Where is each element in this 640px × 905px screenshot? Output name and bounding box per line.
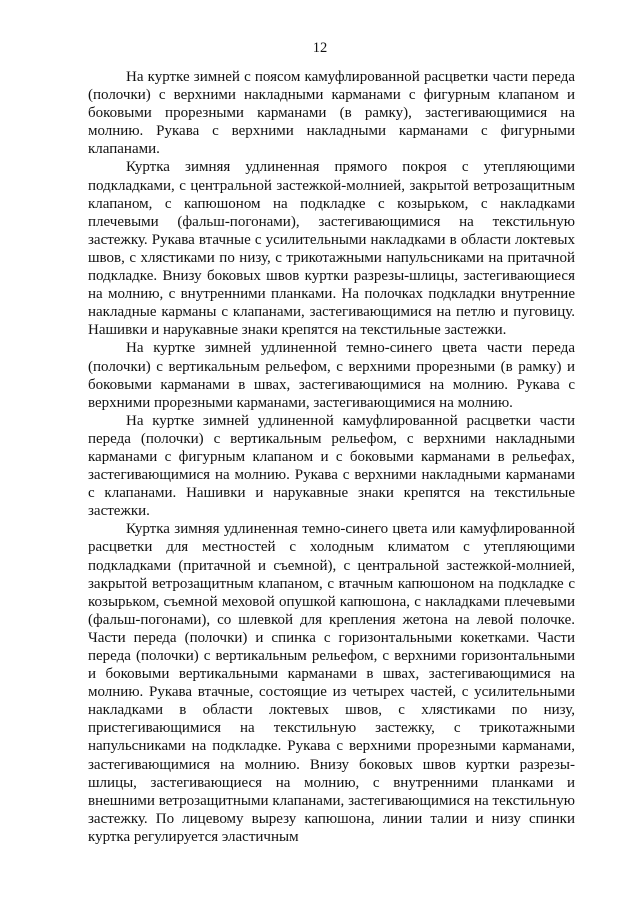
document-body [88, 68, 575, 846]
paragraph-3: На куртке зимней удлиненной темно-синего цвета части переда (полочки) с вертикальным рельефом, с верхними прорезными (в рамку) и боковыми карманами в швах, застегивающимися на молнию. Рукава с верхними прорезными карманами, застегивающимися на молнию. [88, 340, 575, 411]
paragraph-5: Куртка зимняя удлиненная темно-синего цвета или камуфлированной расцветки для местностей с холодным климатом с утепляющими подкладками (притачной и съемной), с центральной застежкой-молнией, закрытой ветрозащитным клапаном, с втачным капюшоном на подкладке с козырьком, съемной меховой опушкой капюшона, с накладками плечевыми (фальш-погонами), со шлевкой для крепления жетона на левой полочке. Части переда (полочки) и спинка с горизонтальными кокетками. Части переда (полочки) с вертикальным рельефом, с верхними горизонтальными и боковыми вертикальными карманами в швах, застегивающимися на молнию. Рукава втачные, состоящие из четырех частей, с усилительными накладками в области локтевых швов, с хлястиками по низу, пристегивающимися на текстильную застежку, с трикотажными напульсниками на подкладке. Рукава с верхними прорезными карманами, застегивающимися на молнию. Внизу боковых швов куртки разрезы-шлицы, застегивающиеся на молнию, с внутренними планками и внешними ветрозащитными клапанами, застегивающимися на текстильную застежку. По лицевому вырезу капюшона, линии талии и низу спинки куртка регулируется эластичным [88, 521, 575, 845]
paragraph-1: На куртке зимней с поясом камуфлированной расцветки части переда (полочки) с верхними накладными карманами с фигурным клапаном и боковыми прорезными карманами (в рамку), застегивающимися на молнию. Рукава с верхними накладными карманами с фигурными клапанами. [88, 69, 575, 158]
paragraph-2: Куртка зимняя удлиненная прямого покроя с утепляющими подкладками, с центральной застежкой-молнией, закрытой ветрозащитным клапаном, с капюшоном на подкладке с козырьком, с накладками плечевыми (фальш-погонами), застегивающимися на текстильную застежку. Рукава втачные с усилительными накладками в области локтевых швов, с хлястиками по низу, с трикотажными напульсниками на притачной подкладке. Внизу боковых швов куртки разрезы-шлицы, застегивающиеся на молнию, с внутренними планками. На полочках подкладки внутренние накладные карманы с клапанами, застегивающимися на петлю и пуговицу. Нашивки и нарукавные знаки крепятся на текстильные застежки. [88, 159, 575, 339]
paragraph-4: На куртке зимней удлиненной камуфлированной расцветки части переда (полочки) с вертикальным рельефом, с верхними накладными карманами с фигурным клапаном и с боковыми карманами в рельефах, застегивающимися на молнию. Рукава с верхними накладными карманами с клапанами. Нашивки и нарукавные знаки крепятся на текстильные застежки. [88, 412, 575, 520]
page-number: 12 [312, 40, 328, 56]
